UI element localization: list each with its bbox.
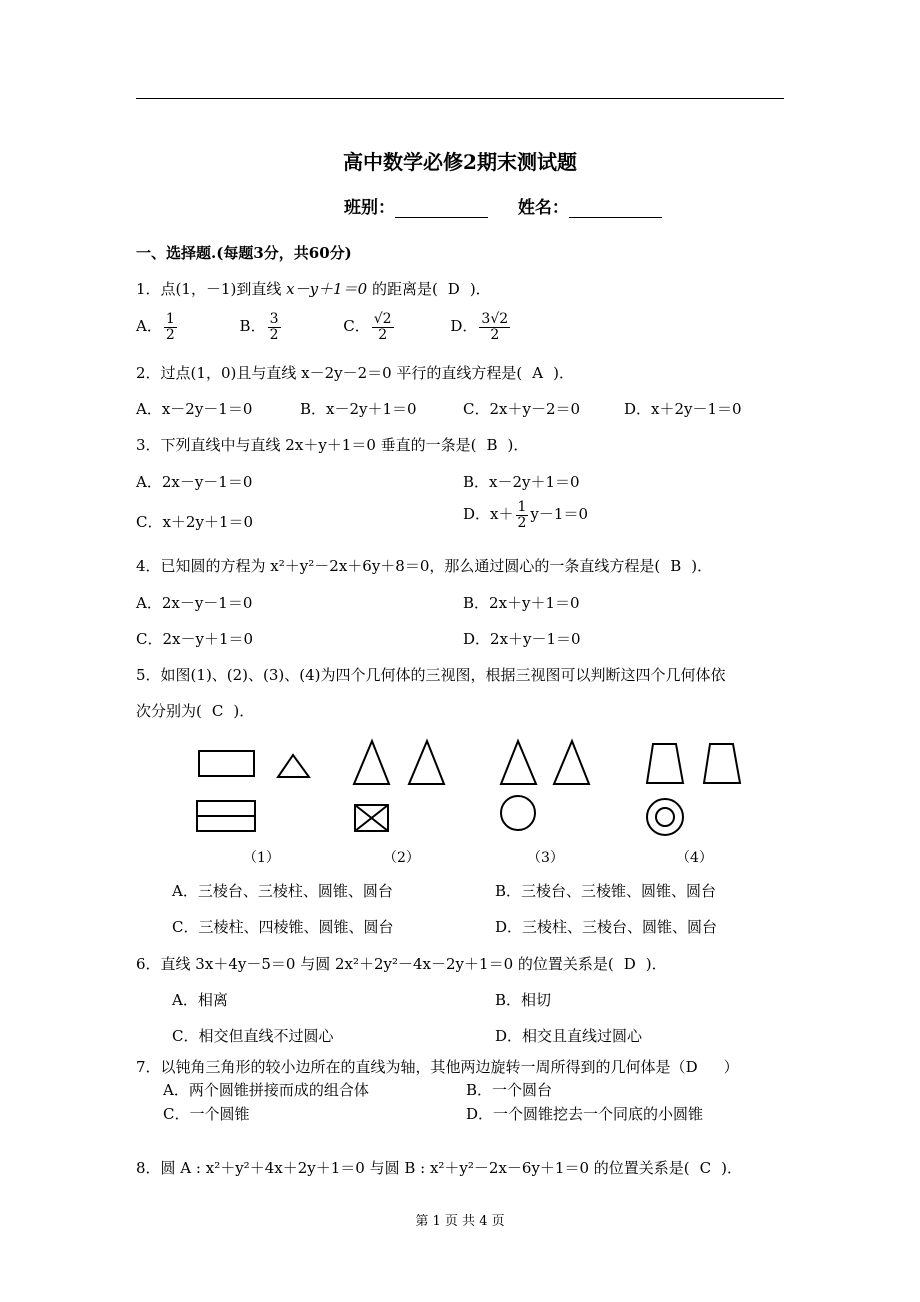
q3-option-b: B．x－2y＋1＝0 — [463, 473, 580, 491]
q5-option-d: D．三棱柱、三棱台、圆锥、圆台 — [495, 918, 718, 936]
q4-option-a: A．2x－y－1＝0 — [136, 594, 253, 612]
answer-1: D — [447, 280, 460, 298]
class-label: 班别： — [344, 198, 395, 218]
q3-option-a: A．2x－y－1＝0 — [136, 473, 253, 491]
fig4-side-trapezoid — [704, 744, 740, 783]
fig-label-3: （3） — [527, 850, 564, 866]
fig2-top-square — [355, 805, 388, 831]
fig1-top-rect — [197, 801, 255, 831]
header-rule — [136, 98, 784, 99]
fig2-side-triangle — [409, 741, 444, 784]
question-8: 8．圆 A : x²＋y²＋4x＋2y＋1＝0 与圆 B : x²＋y²－2x－6y＋1＝0 的位置关系是( C )． — [136, 1159, 742, 1177]
q2-option-b: B．x－2y＋1＝0 — [300, 400, 417, 418]
fig-label-1: （1） — [243, 850, 280, 866]
q3-option-c: C．x＋2y＋1＝0 — [136, 513, 254, 531]
q7-option-d: D．一个圆锥挖去一个同底的小圆锥 — [466, 1105, 704, 1123]
q3-option-d: D．x＋ $\frac{1}{2}$ y－1＝0 — [463, 499, 588, 531]
q1-options — [136, 312, 512, 342]
question-7: 7．以钝角三角形的较小边所在的直线为轴，其他两边旋转一周所得到的几何体是（D ） — [136, 1058, 739, 1076]
fig1-front-rect — [199, 751, 254, 776]
fig3-front-triangle — [501, 741, 536, 784]
q4-option-d: D．2x＋y－1＝0 — [463, 630, 581, 648]
q5-option-c: C．三棱柱、四棱锥、圆锥、圆台 — [172, 918, 394, 936]
fig4-top-outer-circle — [647, 799, 683, 835]
answer-3: B — [486, 436, 498, 454]
name-label: 姓名： — [517, 198, 569, 218]
q2-option-c: C．2x＋y－2＝0 — [463, 400, 581, 418]
fig2-top-diag-1 — [355, 805, 388, 831]
answer-4: B — [670, 557, 682, 575]
page-footer: 第 1 页 共 4 页 — [415, 1214, 505, 1229]
question-1: 1．点(1，－1)到直线 x－y＋1＝0 的距离是( D )． — [136, 280, 491, 298]
q6-option-c: C．相交但直线不过圆心 — [172, 1027, 334, 1045]
q1-option-b: B． $\frac{3}{2}$ — [239, 311, 279, 343]
q5-option-b: B．三棱台、三棱锥、圆锥、圆台 — [495, 882, 717, 900]
q7-option-b: B．一个圆台 — [466, 1081, 553, 1099]
fig2-top-diag-2 — [355, 805, 388, 831]
q7-option-a: A．两个圆锥拼接而成的组合体 — [163, 1081, 369, 1099]
q1-option-a: A． $\frac{1}{2}$ — [136, 311, 175, 343]
q6-option-a: A．相离 — [172, 991, 228, 1009]
answer-5: C — [211, 702, 224, 720]
answer-2: A — [532, 364, 544, 382]
q1-option-d: D． $\frac{3√2}{2}$ — [450, 311, 509, 343]
question-2: 2．过点(1，0)且与直线 x－2y－2＝0 平行的直线方程是( A )． — [136, 364, 574, 382]
question-3: 3．下列直线中与直线 2x＋y＋1＝0 垂直的一条是( B )． — [136, 436, 529, 454]
question-5-line-1: 5．如图(1)、(2)、(3)、(4)为四个几何体的三视图，根据三视图可以判断这四个几何体依 — [136, 666, 726, 684]
question-4: 4．已知圆的方程为 x²＋y²－2x＋6y＋8＝0，那么通过圆心的一条直线方程是( B )． — [136, 557, 713, 575]
fig-label-4: （4） — [676, 850, 713, 866]
q2-option-d: D．x＋2y－1＝0 — [624, 400, 742, 418]
q4-option-c: C．2x－y＋1＝0 — [136, 630, 254, 648]
fig2-front-triangle — [354, 741, 389, 784]
q6-option-d: D．相交且直线过圆心 — [495, 1027, 643, 1045]
fig3-side-triangle — [554, 741, 589, 784]
answer-8: C — [699, 1159, 712, 1177]
fig3-top-circle — [501, 796, 535, 830]
q5-option-a: A．三棱台、三棱柱、圆锥、圆台 — [172, 882, 393, 900]
q2-option-a: A．x－2y－1＝0 — [136, 400, 253, 418]
student-info — [344, 193, 686, 218]
fig1-side-triangle — [278, 755, 309, 777]
answer-6: D — [623, 955, 636, 973]
q4-option-b: B．2x＋y＋1＝0 — [463, 594, 580, 612]
page-title: 高中数学必修2期末测试题 — [343, 150, 577, 174]
question-6: 6．直线 3x＋4y－5＝0 与圆 2x²＋2y²－4x－2y＋1＝0 的位置关系是( D )． — [136, 955, 667, 973]
q1-option-c: C． $\frac{√2}{2}$ — [343, 311, 392, 343]
answer-7: D — [685, 1058, 698, 1076]
name-blank[interactable] — [569, 199, 662, 218]
class-blank[interactable] — [395, 199, 488, 218]
fig-label-2: （2） — [383, 850, 420, 866]
q6-option-b: B．相切 — [495, 991, 552, 1009]
section-heading: 一、选择题.(每题3分，共60分) — [136, 244, 352, 262]
fig4-front-trapezoid — [647, 744, 683, 783]
q7-option-c: C．一个圆锥 — [163, 1105, 250, 1123]
fig4-top-inner-circle — [656, 808, 674, 826]
question-5-line-2: 次分别为( C )． — [136, 702, 255, 720]
